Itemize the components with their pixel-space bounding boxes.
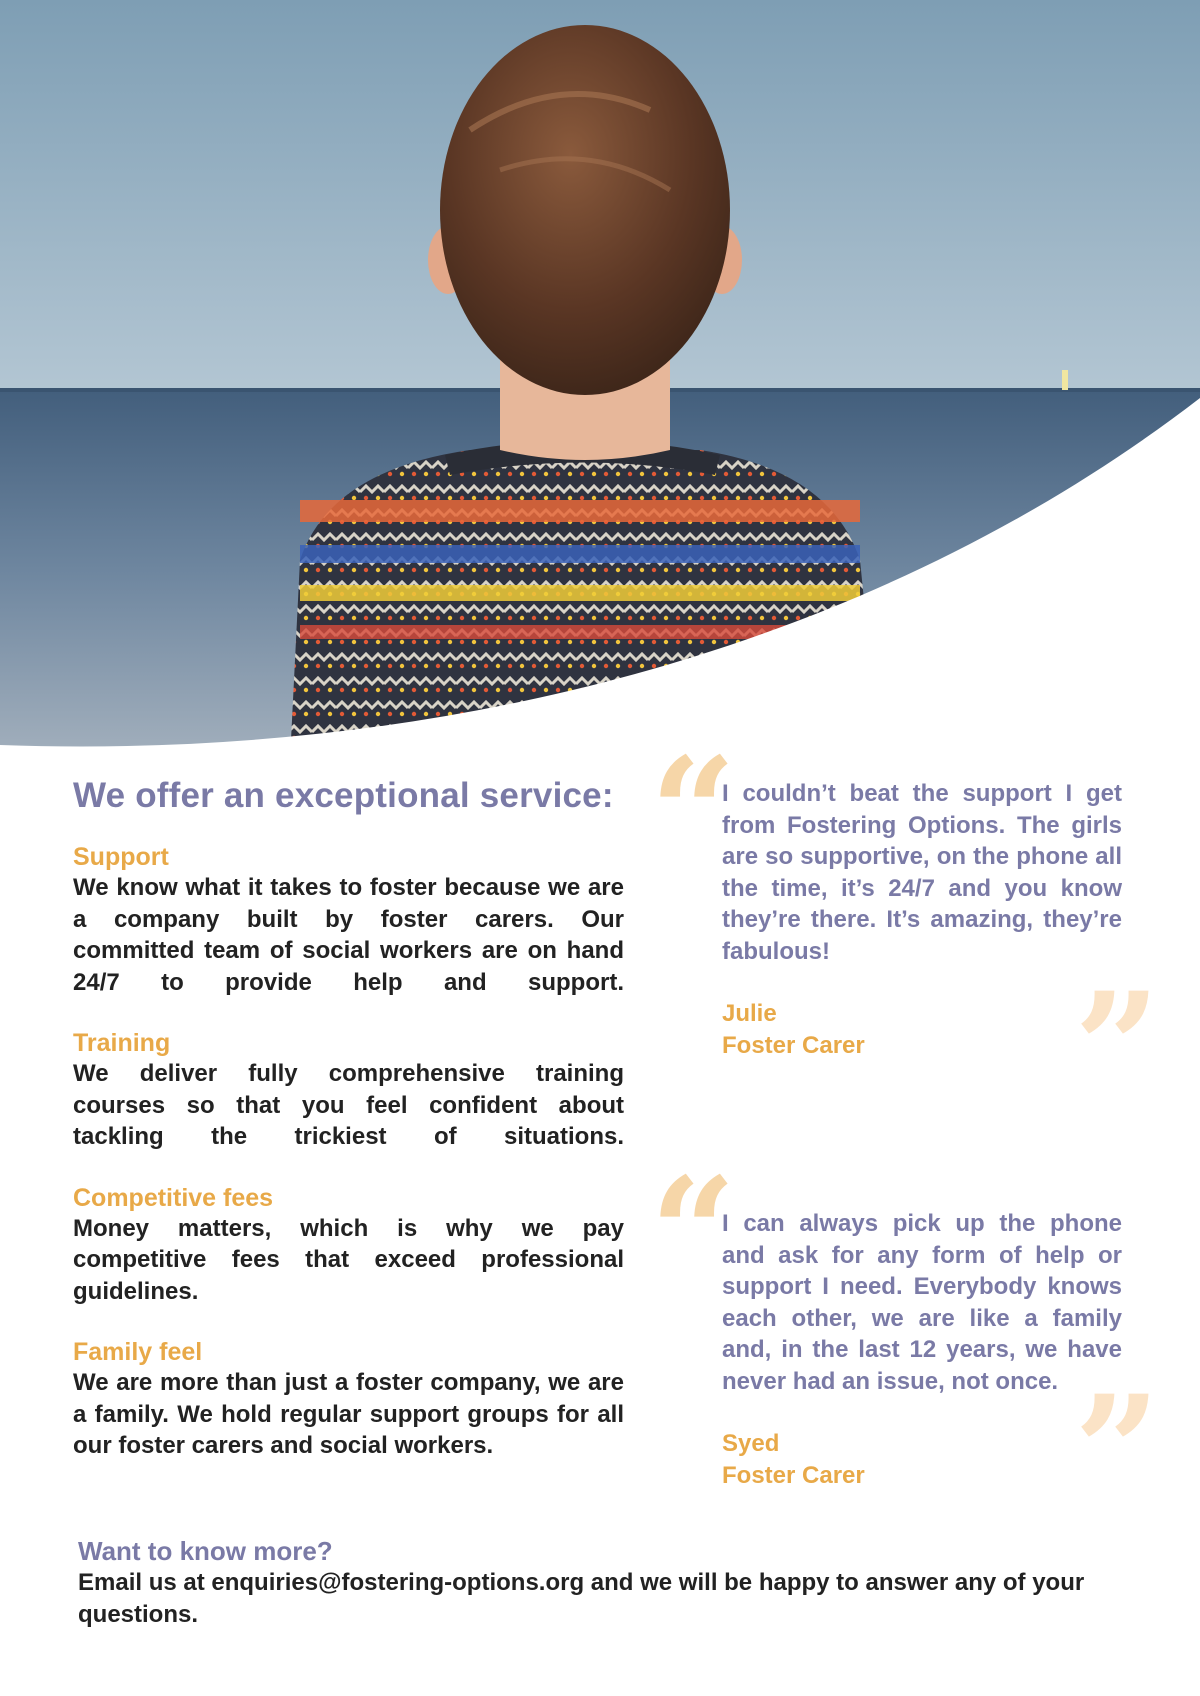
testimonial-name: Julie [722,1000,777,1027]
service-fees [73,1183,624,1308]
service-text: We are more than just a foster company, we are a family. We hold regular support groups for all our foster carers and social workers. [73,1369,624,1459]
quote-close-icon: ” [1074,1363,1161,1539]
service-text: We know what it takes to foster because we are a company built by foster carers. Our committed team of social workers are on hand 24/7 to provide help and support. [73,874,624,996]
testimonial-quote: I couldn’t beat the support I get from Fostering Options. The girls are so supportive, on the phone all the time, it’s 24/7 and you know they’re there. It’s amazing, they’re fabulous! [722,780,1122,965]
testimonial-quote: I can always pick up the phone and ask for any form of help or support I need. Everybody knows each other, we are like a family and, in the last 12 years, we have never had an issue, not once. [722,1210,1122,1395]
footer-text: Email us at enquiries@fostering-options.org and we will be happy to answer any of your questions. [78,1569,1085,1628]
service-family [73,1337,624,1462]
footer-contact [78,1535,1128,1630]
service-training [73,1028,624,1153]
testimonial-author [722,998,1122,1061]
service-title: Training [73,1029,171,1057]
quote-open-icon: “ [650,725,737,901]
service-support [73,842,624,998]
service-title: Support [73,843,169,871]
testimonial-julie [650,725,1161,1136]
section-heading: We offer an exceptional service: [73,776,614,815]
testimonial-syed [650,1145,1161,1539]
quote-close-icon: ” [1074,960,1161,1136]
service-title: Family feel [73,1338,203,1366]
services-list [73,842,624,1492]
testimonial-role: Foster Carer [722,1031,865,1059]
testimonial-name: Syed [722,1430,780,1457]
footer-heading: Want to know more? [78,1536,333,1566]
testimonial-author [722,1428,1122,1491]
service-text: We deliver fully comprehensive training courses so that you feel confident about tackling the trickiest of situations. [73,1060,624,1150]
quote-open-icon: “ [650,1145,737,1321]
hero-photo [0,0,1200,760]
testimonial-role: Foster Carer [722,1461,865,1489]
service-text: Money matters, which is why we pay competitive fees that exceed professional guidelines. [73,1214,624,1305]
service-title: Competitive fees [73,1183,274,1212]
